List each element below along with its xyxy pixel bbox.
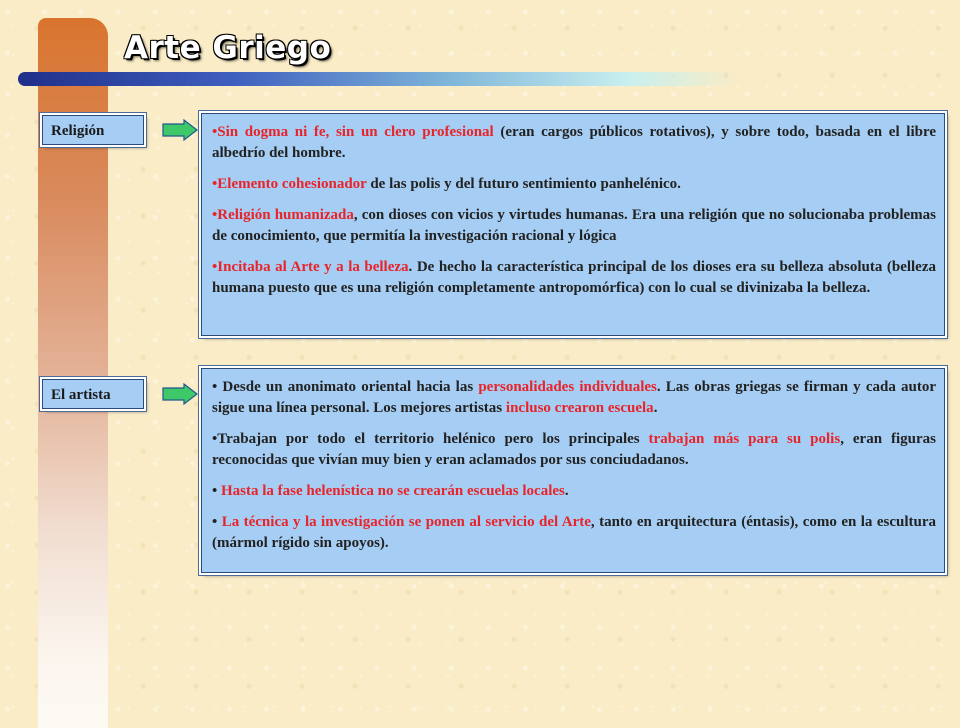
artista-point-1 [212, 377, 936, 419]
label-artista: El artista [42, 379, 144, 409]
religion-point-1 [212, 122, 936, 164]
body-text: • [212, 483, 222, 499]
body-text: • [212, 514, 222, 530]
highlight-text: Sin dogma ni fe, sin un clero profesional [217, 124, 494, 140]
bullet: • [212, 176, 218, 192]
body-text: (eran cargos públicos rotativos), y sobre todo, basada en el libre albedrío del hombre. [212, 124, 936, 161]
body-text: . [564, 483, 569, 499]
artista-point-2 [212, 429, 936, 471]
body-text: , eran figuras reconocidas que vivían muy bien y eran aclamados por sus conciudadanos. [212, 431, 936, 468]
body-text: •Trabajan por todo el territorio helénico pero los principales [212, 431, 649, 447]
artista-point-4 [212, 512, 936, 554]
title-underline [18, 72, 738, 86]
religion-content-box [201, 113, 945, 336]
label-religion: Religión [42, 115, 144, 145]
body-text: . Las obras griegas se firman y cada autor sigue una línea personal. Los mejores artistas [212, 379, 936, 416]
body-text: de las polis y del futuro sentimiento panhelénico. [366, 176, 681, 192]
arrow-right-icon [162, 383, 198, 405]
bullet: • [212, 207, 218, 223]
body-text: . [653, 400, 658, 416]
highlight-text: La técnica y la investigación se ponen al servicio del Arte [221, 514, 591, 530]
highlight-text: personalidades individuales [478, 379, 657, 395]
highlight-text: Elemento cohesionador [217, 176, 367, 192]
religion-point-2 [212, 174, 936, 195]
religion-point-3 [212, 205, 936, 247]
artista-content-box [201, 368, 945, 573]
religion-point-4 [212, 257, 936, 299]
artista-point-3 [212, 481, 936, 502]
highlight-text: Religión humanizada [217, 207, 354, 223]
highlight-text: trabajan más para su polis [648, 431, 841, 447]
body-text: , con dioses con vicios y virtudes humanas. Era una religión que no solucionaba problemas de conocimiento, que permitía la investigación racional y lógica [212, 207, 936, 244]
bullet: • [212, 124, 218, 140]
page-title: Arte Griego [124, 30, 332, 66]
bullet: • [212, 259, 218, 275]
body-text: • Desde un anonimato oriental hacia las [212, 379, 479, 395]
highlight-text: Hasta la fase helenística no se crearán escuelas locales [221, 483, 565, 499]
highlight-text: incluso crearon escuela [505, 400, 654, 416]
arrow-right-icon [162, 119, 198, 141]
body-text: . De hecho la característica principal de los dioses era su belleza absoluta (belleza humana puesto que es una religión completamente antropomórfica) con lo cual se divinizaba la belleza. [212, 259, 936, 296]
body-text: , tanto en arquitectura (éntasis), como en la escultura (mármol rígido sin apoyos). [212, 514, 936, 551]
highlight-text: Incitaba al Arte y a la belleza [217, 259, 409, 275]
